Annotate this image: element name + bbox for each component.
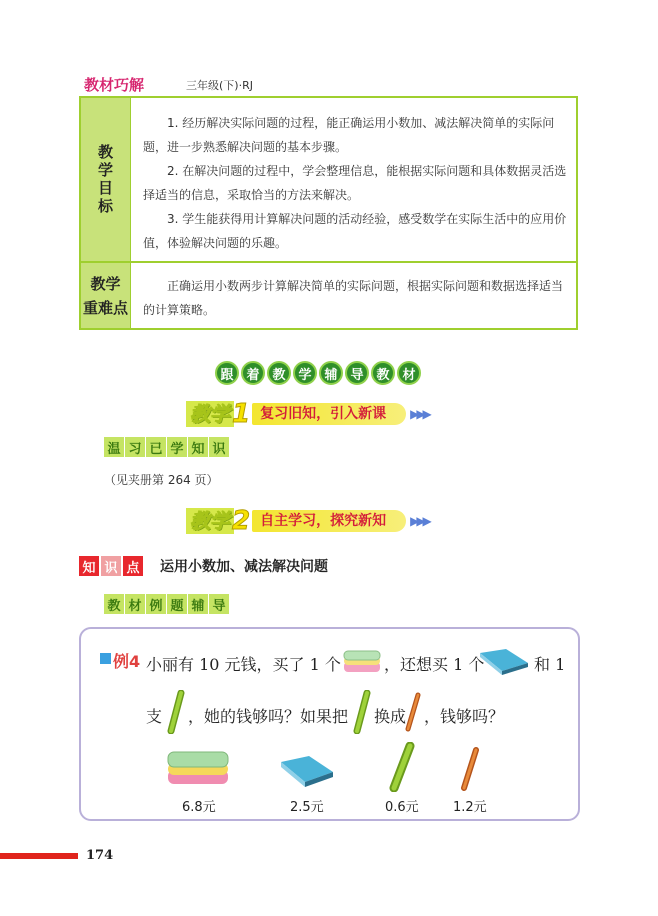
book-icon [476,645,530,677]
example-marker-icon [100,653,111,664]
price-ruler: 0.6元 [385,800,419,815]
row-divider [81,261,576,263]
banner-char: 材 [397,361,421,385]
example-text: ，钱够吗？ [424,707,505,726]
example-text: 换成 [374,707,407,726]
key-points-label-line2: 重难点 [82,298,128,317]
banner-char: 教 [371,361,395,385]
stage-1-title: 复习旧知，引入新课 [252,403,406,425]
goal-item-1: 1. 经历解决实际问题的过程，能正确运用小数加、减法解决简单的实际问题，进一步熟悉解决问题的基本步骤。 [143,116,555,154]
stage-1-banner [186,401,429,427]
section-banner [215,361,421,385]
knowledge-tag-char: 识 [101,556,121,576]
banner-char: 学 [293,361,317,385]
review-char: 已 [146,437,166,457]
pencil-case-icon [342,648,382,676]
teaching-goals-table [79,96,578,330]
example-label: 例4 [113,652,141,671]
page-number: 174 [86,848,114,863]
stage-1-number: 1 [232,399,251,429]
knowledge-point-title: 运用小数加、减法解决问题 [160,559,328,575]
guide-char: 题 [167,594,187,614]
guide-char: 辅 [188,594,208,614]
pencil-icon [404,692,422,732]
book-image [277,750,335,790]
goals-label: 教学目标 [81,98,130,261]
stage-2-badge: 教学 [186,508,234,534]
guide-char: 材 [125,594,145,614]
book-title: 教材巧解 [84,76,145,94]
knowledge-point-tag [79,556,143,576]
reference-note: （见夹册第 264 页） [104,473,219,487]
price-book: 2.5元 [290,800,324,815]
guide-char: 导 [209,594,229,614]
stage-2-number: 2 [232,506,251,536]
goal-item-3: 3. 学生能获得用计算解决问题的活动经验，感受数学在实际生活中的应用价值，体验解决问题的乐趣。 [143,212,567,250]
banner-char: 跟 [215,361,239,385]
pencil-case-image [165,748,231,788]
triple-arrow-icon: ▶▶▶ [410,514,429,528]
banner-char: 教 [267,361,291,385]
review-char: 识 [209,437,229,457]
ruler-icon [352,690,372,734]
footer-bar [0,853,78,859]
example-text: ，还想买 1 个 [384,655,485,674]
example-text: 小丽有 10 元钱，买了 1 个 [146,655,341,674]
review-heading [104,437,229,457]
knowledge-tag-char: 点 [123,556,143,576]
knowledge-tag-char: 知 [79,556,99,576]
banner-char: 辅 [319,361,343,385]
pencil-image [458,746,482,792]
column-divider [130,98,131,328]
banner-char: 着 [241,361,265,385]
key-points-text: 正确运用小数两步计算解决简单的实际问题，根据实际问题和数据选择适当的计算策略。 [143,279,564,317]
banner-char: 导 [345,361,369,385]
review-char: 习 [125,437,145,457]
example-text: ，她的钱够吗？如果把 [188,707,349,726]
triple-arrow-icon: ▶▶▶ [410,407,429,421]
grade-label: 三年级(下)·RJ [186,79,253,92]
guide-char: 教 [104,594,124,614]
price-pencil-case: 6.8元 [182,800,216,815]
price-pencil: 1.2元 [453,800,487,815]
stage-2-title: 自主学习，探究新知 [252,510,406,532]
key-points-label-line1: 教学 [90,274,121,293]
review-char: 温 [104,437,124,457]
ruler-image [388,742,416,792]
example-text: 和 1 [534,655,566,674]
review-char: 学 [167,437,187,457]
guide-char: 例 [146,594,166,614]
key-points-label [81,263,130,328]
ruler-icon [166,690,186,734]
example-guide-heading [104,594,229,614]
stage-1-badge: 教学 [186,401,234,427]
review-char: 知 [188,437,208,457]
stage-2-banner [186,508,429,534]
goal-item-2: 2. 在解决问题的过程中，学会整理信息，能根据实际问题和具体数据灵活选择适当的信息，采取恰当的方法来解决。 [143,164,567,202]
example-text: 支 [146,707,163,726]
